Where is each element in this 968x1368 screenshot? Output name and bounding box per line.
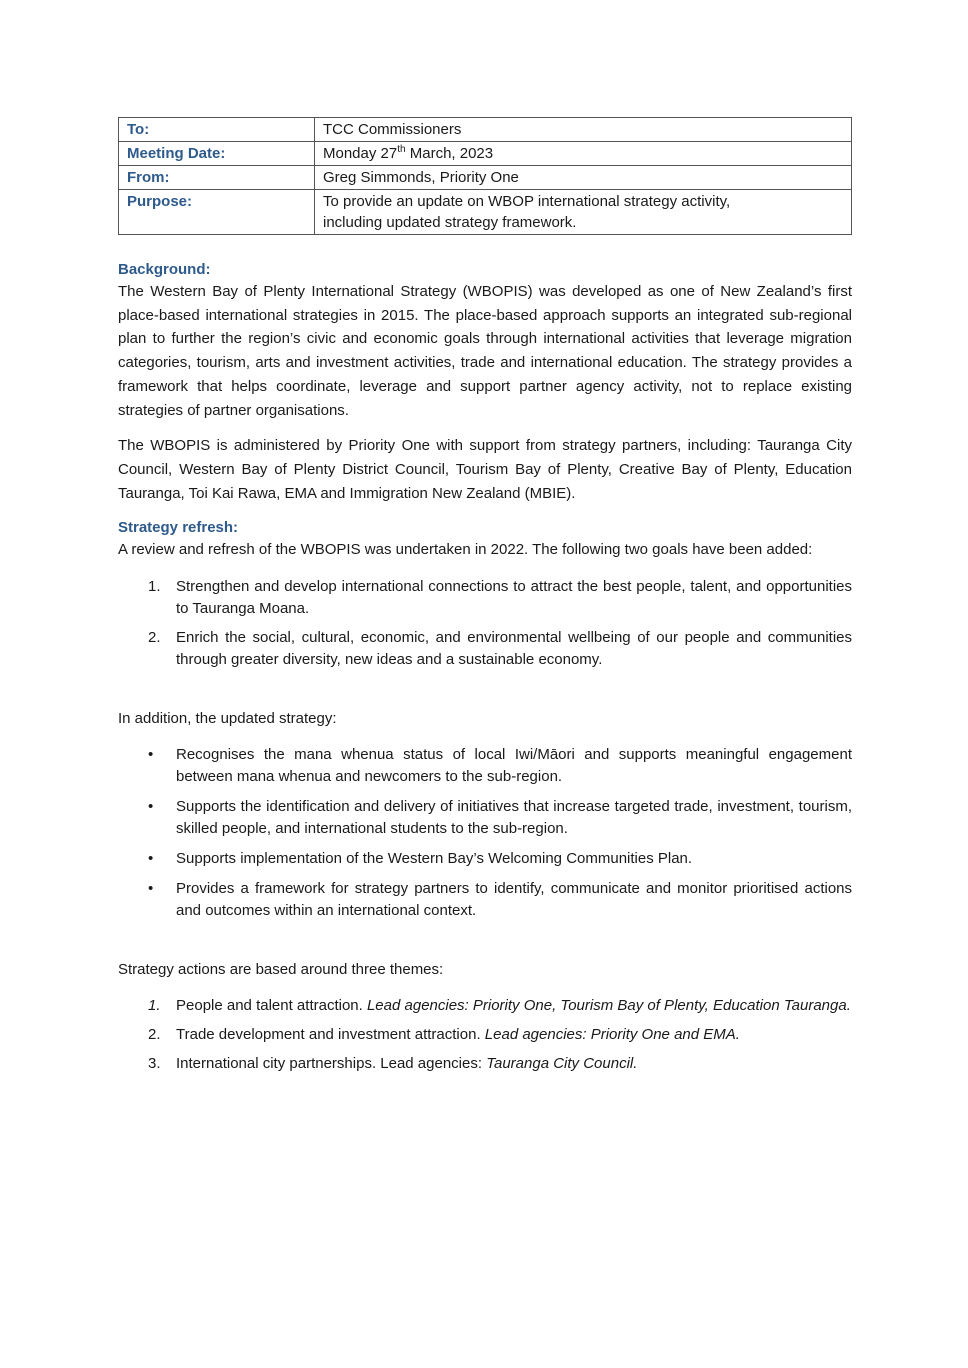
themes-list [118, 995, 852, 1075]
bullet-text: Recognises the mana whenua status of local Iwi/Māori and supports meaningful engagement between mana whenua and newcomers to the sub-region. [176, 745, 852, 785]
list-number: 3. [148, 1055, 161, 1073]
memo-label: From: [119, 166, 315, 190]
list-number: 1. [148, 578, 161, 596]
themes-intro: Strategy actions are based around three themes: [118, 960, 444, 978]
bullet-icon: • [148, 879, 154, 897]
bullet-icon: • [148, 849, 154, 867]
strategy-bullets [118, 744, 852, 922]
list-item [118, 576, 852, 620]
background-heading: Background: [118, 261, 211, 278]
goal-text: Strengthen and develop international connections to attract the best people, talent, and opportunities to Tauranga Moana. [176, 578, 852, 618]
list-item [118, 995, 852, 1017]
theme-text: Trade development and investment attraction. [176, 1026, 485, 1044]
date-text: March, 2023 [405, 145, 494, 162]
memo-row-from [119, 166, 852, 190]
background-paragraph: The WBOPIS is administered by Priority One with support from strategy partners, including: Tauranga City Council, Western Bay of Plenty District Council, Tourism Bay of Plenty, Creative Bay of Plenty, Education Tauranga, Toi Kai Rawa, EMA and Immigration New Zealand (MBIE). [118, 437, 852, 502]
list-item [118, 744, 852, 788]
memo-value: Greg Simmonds, Priority One [315, 166, 852, 190]
theme-text: People and talent attraction. [176, 997, 367, 1015]
memo-label: Meeting Date: [119, 142, 315, 166]
list-item [118, 1024, 852, 1046]
list-item [118, 627, 852, 671]
document-content [118, 117, 852, 1075]
theme-text: International city partnerships. Lead agencies: [176, 1055, 487, 1073]
addition-intro: In addition, the updated strategy: [118, 710, 337, 728]
theme-lead-agencies: Lead agencies: Priority One, Tourism Bay of Plenty, Education Tauranga. [366, 997, 851, 1015]
list-number: 2. [148, 629, 161, 647]
memo-row-to [119, 118, 852, 142]
memo-label: Purpose: [119, 190, 315, 235]
date-text: Monday 27 [323, 145, 398, 162]
memo-value [315, 142, 852, 166]
goal-text: Enrich the social, cultural, economic, and environmental wellbeing of our people and communities through greater diversity, new ideas and a sustainable economy. [176, 629, 852, 669]
list-number: 1. [148, 997, 161, 1015]
bullet-icon: • [148, 745, 154, 763]
strategy-refresh-heading: Strategy refresh: [118, 519, 239, 537]
purpose-line: To provide an update on WBOP international strategy activity, [323, 193, 731, 210]
list-number: 2. [148, 1026, 161, 1044]
theme-lead-agencies: Lead agencies: Priority One and EMA. [484, 1026, 740, 1044]
memo-value [315, 190, 852, 235]
bullet-icon: • [148, 797, 154, 815]
memo-row-meeting-date [119, 142, 852, 166]
memo-header-table [118, 117, 852, 235]
purpose-line: including updated strategy framework. [323, 214, 577, 231]
date-ordinal: th [397, 144, 406, 155]
memo-row-purpose [119, 190, 852, 235]
bullet-text: Provides a framework for strategy partners to identify, communicate and monitor prioritised actions and outcomes within an international context. [176, 879, 852, 919]
list-item [118, 1053, 852, 1075]
memo-label: To: [119, 118, 315, 142]
list-item [118, 796, 852, 840]
memo-value: TCC Commissioners [315, 118, 852, 142]
background-paragraph: The Western Bay of Plenty International Strategy (WBOPIS) was developed as one of New Zealand’s first place-based international strategies in 2015. The place-based approach supports an integrated sub-regional plan to further the region’s civic and economic goals through international activities that leverage migration categories, tourism, arts and investment activities, trade and international education. The strategy provides a framework that helps coordinate, leverage and support partner agency activity, not to replace existing strategies of partner organisations. [118, 283, 852, 419]
list-item [118, 848, 852, 870]
theme-lead-agencies: Tauranga City Council. [486, 1055, 638, 1073]
refresh-intro: A review and refresh of the WBOPIS was undertaken in 2022. The following two goals have been added: [118, 541, 813, 559]
goals-list [118, 576, 852, 671]
list-item [118, 878, 852, 922]
bullet-text: Supports implementation of the Western Bay’s Welcoming Communities Plan. [176, 849, 693, 867]
bullet-text: Supports the identification and delivery of initiatives that increase targeted trade, investment, tourism, skilled people, and international students to the sub-region. [176, 797, 852, 837]
